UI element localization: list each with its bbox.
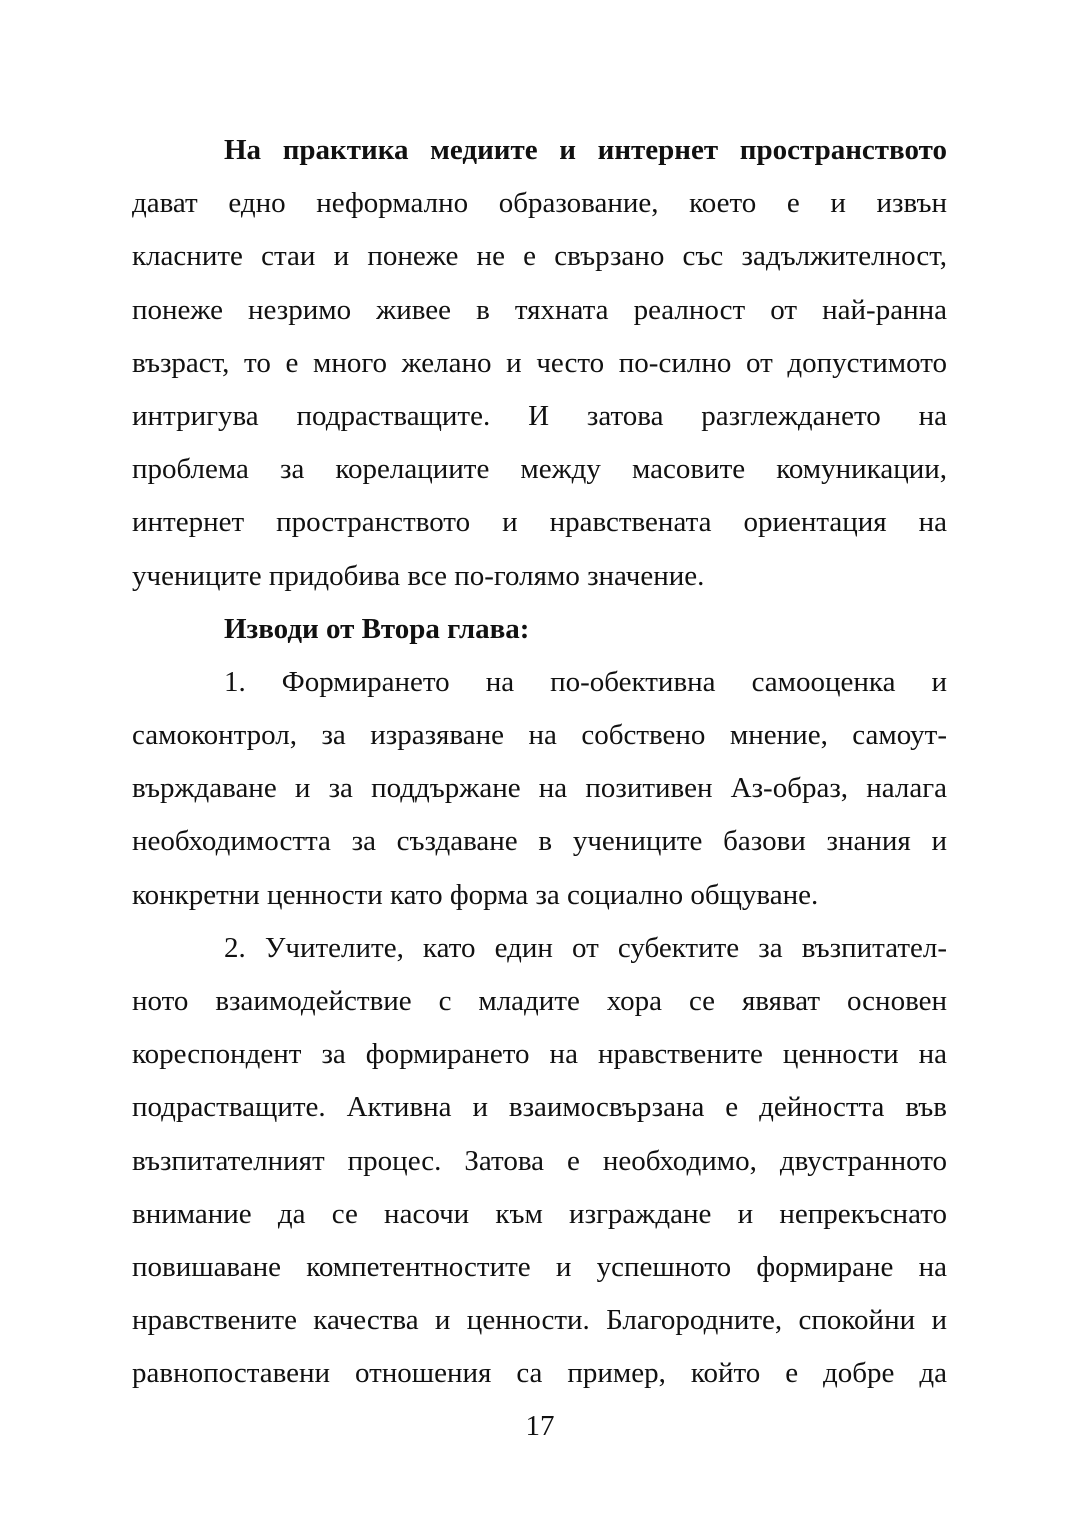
text-line-last: учениците придобива все по-голямо значение.: [132, 559, 705, 592]
text-line: внимание да се насочи към изграждане и непрекъснато: [132, 1197, 947, 1230]
text-line-last: конкретни ценности като форма за социално общуване.: [132, 878, 819, 911]
body-text: [132, 124, 947, 1401]
text-line: подрастващите. Активна и взаимосвързана е дейността във: [132, 1091, 947, 1124]
text-line: нравствените качества и ценности. Благородните, спокойни и: [132, 1304, 947, 1337]
page-number: 17: [525, 1410, 555, 1442]
text-line: възпитателният процес. Затова е необходимо, двустранното: [132, 1144, 947, 1177]
text-line: върждаване и за поддържане на позитивен Аз-образ, налага: [132, 772, 947, 805]
text-line: интернет пространството и нравствената ориентация на: [132, 506, 947, 539]
section-heading: Изводи от Втора глава:: [224, 612, 530, 645]
list-item-1-first-line: 1. Формирането на по-обективна самооценка и: [224, 665, 947, 698]
text-line: ното взаимодействие с младите хора се явяват основен: [132, 985, 947, 1017]
text-line: проблема за корелациите между масовите комуникации,: [132, 453, 947, 486]
text-line: дават едно неформално образование, което е и извън: [132, 187, 947, 220]
text-line: повишаване компетентностите и успешното формиране на: [132, 1250, 947, 1283]
text-line: кореспондент за формирането на нравствените ценности на: [132, 1038, 947, 1071]
text-line: самоконтрол, за изразяване на собствено мнение, самоут-: [132, 719, 947, 752]
text-line: класните стаи и понеже не е свързано със задължителност,: [132, 240, 947, 273]
text-line: необходимостта за създаване в учениците базови знания и: [132, 825, 947, 858]
text-line: понеже незримо живее в тяхната реалност от най-ранна: [132, 293, 947, 326]
text-line: равнопоставени отношения са пример, който е добре да: [132, 1357, 947, 1390]
paragraph-lead-bold: На практика медиите и интернет пространството: [224, 134, 947, 166]
list-item-2-first-line: 2. Учителите, като един от субектите за възпитател-: [224, 931, 947, 964]
text-line: възраст, то е много желано и често по-силно от допустимото: [132, 346, 947, 379]
text-line: интригува подрастващите. И затова разглеждането на: [132, 399, 947, 432]
